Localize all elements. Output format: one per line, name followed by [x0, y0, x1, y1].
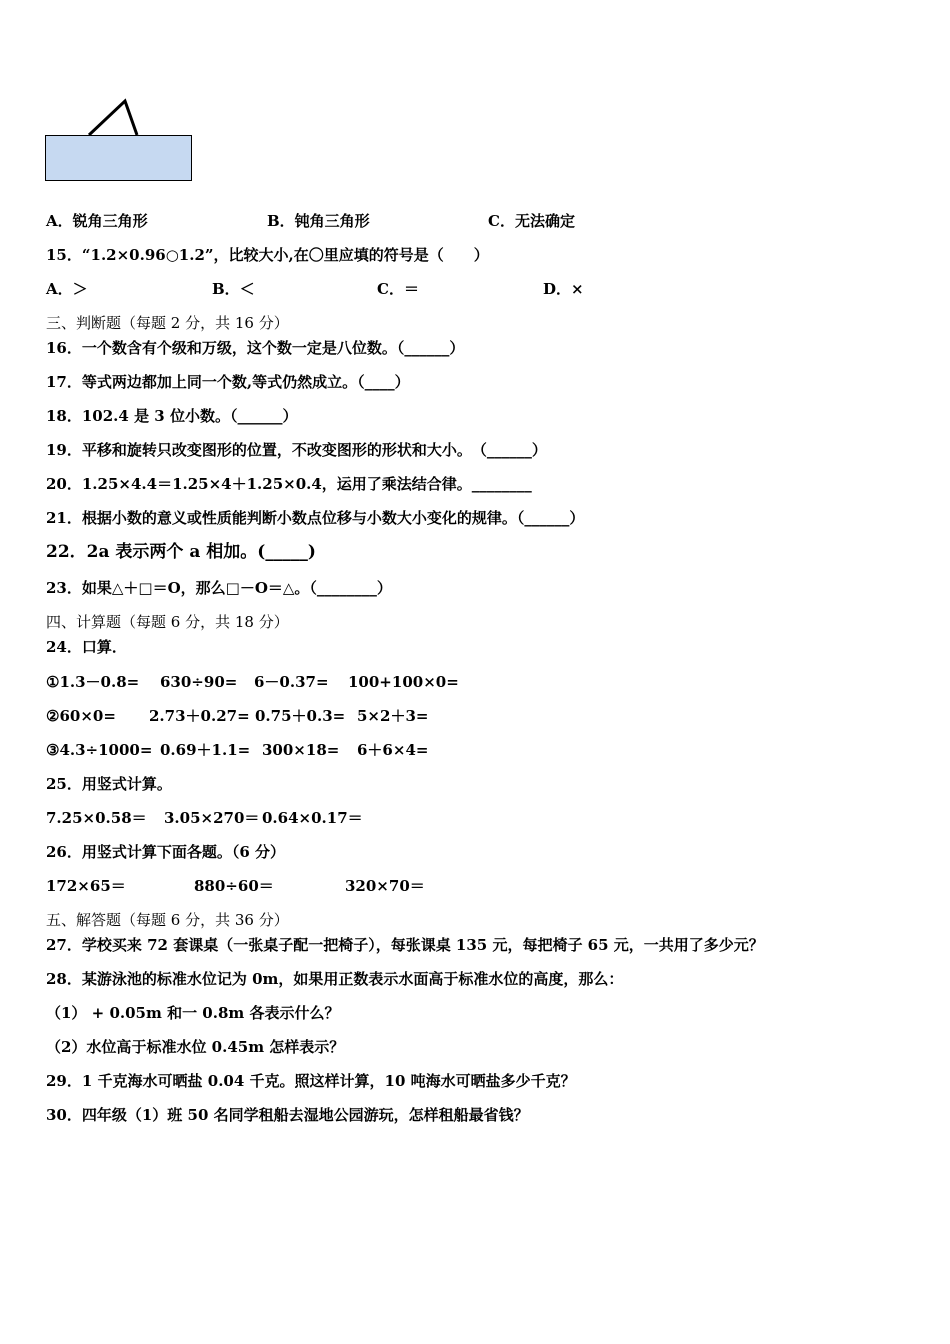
calc-row2-item2: 2.73＋0.27=: [149, 707, 250, 725]
q15-option-b: B．＜: [212, 280, 255, 298]
q25-item1: 7.25×0.58＝: [46, 809, 147, 827]
calc-row2-item1: ②60×0=: [46, 707, 116, 725]
q24: 24．口算．: [46, 638, 127, 656]
calc-row3-item1: ③4.3÷1000=: [46, 741, 153, 759]
calc-row1-item3: 6－0.37=: [254, 673, 329, 691]
q28: 28．某游泳池的标准水位记为 0m，如果用正数表示水面高于标准水位的高度，那么：: [46, 970, 624, 988]
q23: 23．如果△＋□＝O，那么□－O＝△。（________）: [46, 579, 392, 597]
q15-text: 15．“1.2×0.96○1.2”，比较大小,在〇里应填的符号是（ ）: [46, 246, 489, 264]
q20: 20．1.25×4.4＝1.25×4＋1.25×0.4，运用了乘法结合律。________: [46, 475, 532, 493]
calc-row1-item4: 100+100×0=: [348, 673, 459, 691]
q19: 19．平移和旋转只改变图形的位置，不改变图形的形状和大小。 （______）: [46, 441, 547, 459]
q17: 17．等式两边都加上同一个数,等式仍然成立。（____）: [46, 373, 410, 391]
calc-row1-item1: ①1.3－0.8=: [46, 673, 140, 691]
calc-row2-item4: 5×2＋3=: [357, 707, 429, 725]
q28-part2: （2）水位高于标准水位 0.45m 怎样表示？: [46, 1038, 345, 1056]
q29: 29．1 千克海水可晒盐 0.04 千克。照这样计算，10 吨海水可晒盐多少千克？: [46, 1072, 576, 1090]
calc-row2-item3: 0.75＋0.3=: [255, 707, 346, 725]
q22: 22．2a 表示两个 a 相加。(_____): [46, 542, 316, 562]
cover-rectangle: [46, 136, 192, 181]
q14-option-b: B．钝角三角形: [267, 212, 370, 230]
q26-item3: 320×70＝: [345, 877, 425, 895]
section5-heading: 五、解答题（每题 6 分，共 36 分）: [46, 911, 289, 929]
q28-part1: （1） + 0.05m 和一 0.8m 各表示什么？: [46, 1004, 340, 1022]
q14-option-a: A．锐角三角形: [46, 212, 148, 230]
q15-option-a: A．＞: [46, 280, 88, 298]
q27: 27．学校买来 72 套课桌（一张桌子配一把椅子），每张课桌 135 元，每把椅子 65 元，一共用了多少元？: [46, 936, 764, 954]
q16: 16．一个数含有个级和万级，这个数一定是八位数。（______）: [46, 339, 465, 357]
calc-row3-item4: 6＋6×4=: [357, 741, 429, 759]
q26-item2: 880÷60＝: [194, 877, 274, 895]
q21: 21．根据小数的意义或性质能判断小数点位移与小数大小变化的规律。（______）: [46, 509, 585, 527]
calc-row1-item2: 630÷90=: [160, 673, 238, 691]
q30: 30．四年级（1）班 50 名同学租船去湿地公园游玩，怎样租船最省钱？: [46, 1106, 529, 1124]
calc-row3-item2: 0.69＋1.1=: [160, 741, 251, 759]
q25-item3: 0.64×0.17＝: [262, 809, 363, 827]
q14-option-c: C．无法确定: [488, 212, 575, 230]
section3-heading: 三、判断题（每题 2 分，共 16 分）: [46, 314, 289, 332]
triangle-edges: [89, 101, 137, 135]
q25-item2: 3.05×270＝: [164, 809, 260, 827]
q26-item1: 172×65＝: [46, 877, 126, 895]
calc-row3-item3: 300×18=: [262, 741, 340, 759]
q18: 18．102.4 是 3 位小数。（______）: [46, 407, 298, 425]
q26: 26．用竖式计算下面各题。（6 分）: [46, 843, 286, 861]
q15-option-c: C．＝: [377, 280, 419, 298]
section4-heading: 四、计算题（每题 6 分，共 18 分）: [46, 613, 289, 631]
q25: 25．用竖式计算。: [46, 775, 172, 793]
triangle-figure: [45, 95, 195, 185]
q15-option-d: D．×: [543, 280, 584, 298]
